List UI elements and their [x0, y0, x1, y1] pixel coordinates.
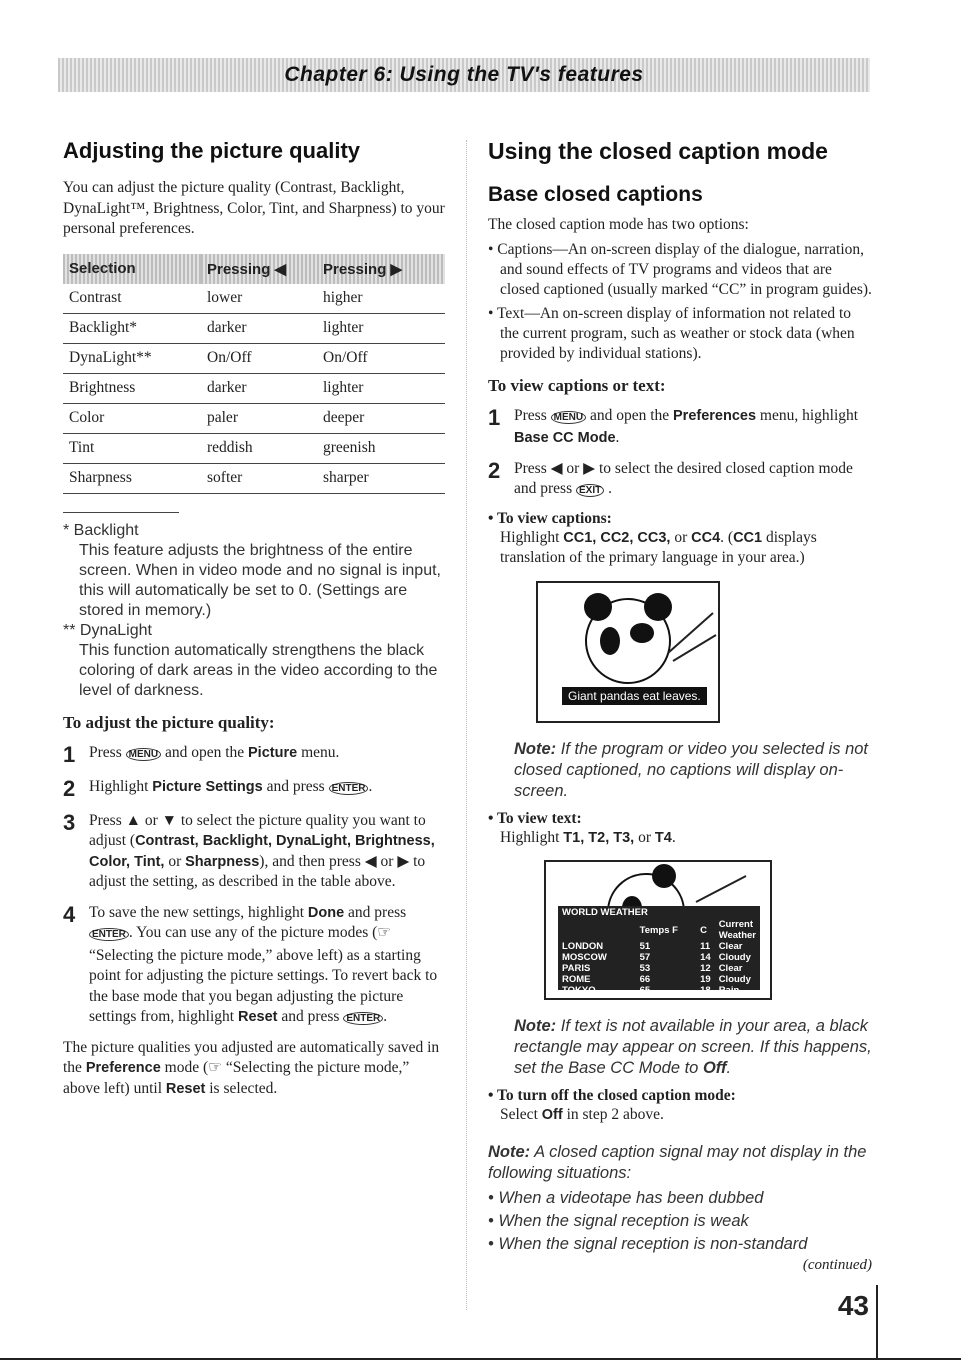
step-3	[63, 811, 445, 893]
menu-name: Picture	[248, 744, 298, 761]
table-cell: Backlight*	[63, 313, 201, 343]
table-cell: C	[700, 924, 707, 936]
step-text: .	[368, 777, 373, 795]
procedure-heading: To view captions or text:	[488, 375, 666, 395]
table-row	[63, 313, 445, 343]
step-text: Press	[514, 406, 547, 424]
done-item: Done	[307, 904, 345, 921]
table-cell: sharper	[317, 463, 445, 493]
table-cell: 57	[639, 952, 651, 963]
table-cell: Tint	[63, 433, 201, 463]
menu-key-icon: MENU	[551, 411, 586, 424]
table-cell: Brightness	[63, 373, 201, 403]
step-number: 3	[63, 809, 76, 835]
caption-text: Giant pandas eat leaves.	[562, 687, 707, 705]
body-text: or	[674, 528, 688, 546]
table-cell: Clear	[718, 941, 743, 952]
step-text: and press	[266, 777, 325, 795]
note-text: If the program or video you selected is not closed captioned, no captions will display on-screen.	[514, 739, 869, 800]
menu-name: Preferences	[673, 407, 757, 424]
intro-paragraph: The closed caption mode has two options:	[488, 216, 749, 233]
table-cell: greenish	[317, 433, 445, 463]
step-number: 2	[63, 775, 76, 801]
step-text: Press ▲ or ▼ to select the picture quality you want to adjust (	[89, 811, 426, 849]
bullet-captions: • Captions—An on-screen display of the dialogue, narration, and sound effects of TV programs and videos that are closed captioned (usually marked “CC” in program guides).	[488, 240, 872, 298]
table-cell: 51	[639, 941, 651, 952]
enter-key-icon: ENTER	[329, 782, 369, 795]
view-text-heading: • To view text:	[488, 809, 582, 827]
note-bullet: • When a videotape has been dubbed	[488, 1188, 764, 1207]
table-cell: lower	[201, 284, 317, 314]
step-text: Press	[89, 743, 122, 761]
table-row	[558, 963, 760, 974]
note-text-unavailable	[514, 1016, 872, 1079]
table-cell: DynaLight**	[63, 343, 201, 373]
table-cell: 66	[639, 974, 651, 985]
step-text: and press	[281, 1008, 340, 1025]
enter-key-icon: ENTER	[343, 1012, 383, 1025]
step-1	[488, 406, 872, 449]
closing-text: mode (☞ “Selecting the picture mode,” above left) until	[63, 1059, 410, 1097]
menu-item: Base CC Mode	[514, 430, 616, 446]
table-cell: LONDON	[562, 941, 604, 952]
table-row	[558, 952, 760, 963]
step-number: 4	[63, 901, 76, 927]
table-row	[558, 941, 760, 952]
exit-key-icon: EXIT	[576, 484, 604, 497]
step-number: 1	[63, 741, 76, 767]
note-no-captions	[514, 739, 872, 802]
footnote-body: This feature adjusts the brightness of the entire screen. When in video mode and no signal is input, this will automatically be set to 0. (Settings are stored in memory.)	[79, 541, 441, 619]
view-captions-text	[488, 528, 872, 569]
turn-off-text	[488, 1105, 872, 1126]
closing-text: is selected.	[209, 1079, 278, 1097]
body-text: Highlight	[500, 828, 560, 846]
right-column	[488, 138, 872, 1274]
picture-quality-table	[63, 254, 445, 494]
table-cell: Contrast	[63, 284, 201, 314]
setting-list: Contrast, Backlight, DynaLight, Brightness, Color, Tint,	[89, 833, 435, 870]
body-text: . (	[720, 528, 734, 546]
cc-list: CC1, CC2, CC3,	[563, 529, 671, 546]
menu-key-icon: MENU	[126, 748, 161, 761]
table-cell: 14	[700, 952, 711, 963]
table-cell: TOKYO	[562, 985, 596, 996]
table-cell: On/Off	[201, 343, 317, 373]
weather-table	[558, 919, 760, 996]
table-cell: 12	[700, 963, 711, 974]
table-cell: Sharpness	[63, 463, 201, 493]
enter-key-icon: ENTER	[89, 928, 129, 941]
table-cell: Rain	[718, 985, 740, 996]
footnote-body: This function automatically strengthens the black coloring of dark areas in the video according to the level of darkness.	[79, 641, 438, 699]
step-text: or	[168, 852, 182, 870]
step-text: and press	[348, 903, 407, 921]
body-text: or	[638, 828, 652, 846]
table-header-row	[63, 254, 445, 284]
footnote-backlight	[63, 521, 445, 621]
table-cell: Color	[63, 403, 201, 433]
step-number: 2	[488, 457, 501, 483]
table-cell: darker	[201, 313, 317, 343]
table-cell: Cloudy	[718, 974, 751, 985]
setting-name: Sharpness	[185, 853, 260, 870]
procedure-heading: To adjust the picture quality:	[63, 712, 275, 732]
text-example-screen	[544, 860, 772, 1000]
table-cell: paler	[201, 403, 317, 433]
view-captions-heading: • To view captions:	[488, 509, 612, 527]
table-cell: reddish	[201, 433, 317, 463]
t4-item: T4	[654, 829, 672, 846]
table-cell: 53	[639, 963, 651, 974]
footnote-title: ** DynaLight	[63, 621, 152, 639]
table-cell	[558, 919, 636, 941]
note-label: Note:	[488, 1142, 531, 1161]
table-row	[558, 985, 760, 996]
table-cell: lighter	[317, 313, 445, 343]
chapter-title: Chapter 6: Using the TV's features	[284, 63, 644, 86]
body-text: .	[671, 828, 676, 846]
table-cell: Clear	[718, 963, 743, 974]
step-number: 1	[488, 404, 501, 430]
step-text: menu.	[301, 743, 340, 761]
step-text: . You can use any of the picture modes (☞ “Selecting the picture mode,” above left) as a starting point for adjusting the picture settings. To revert back to the base mode that you began adjusting the picture settings from, highlight	[89, 924, 438, 1025]
table-cell: 19	[700, 974, 711, 985]
closing-text: The picture qualities you adjusted are automatically saved in the	[63, 1038, 440, 1076]
step-text: menu, highlight	[759, 406, 859, 424]
view-text-text	[488, 828, 872, 849]
t-list: T1, T2, T3,	[563, 829, 635, 846]
table-cell: MOSCOW	[562, 952, 607, 963]
column-divider	[466, 140, 467, 1310]
body-text: Highlight	[500, 528, 560, 546]
step-text: Press ◀ or ▶ to select the desired closed caption mode and press	[514, 459, 853, 497]
caption-example-screen	[536, 581, 720, 723]
note-text: A closed caption signal may not display in the following situations:	[488, 1142, 867, 1182]
weather-panel	[558, 906, 760, 996]
header-pressing-right: Pressing ▶	[317, 254, 445, 284]
note-text: If text is not available in your area, a black rectangle may appear on screen. If this happens, set the Base CC Mode to	[514, 1017, 872, 1077]
closing-paragraph	[63, 1038, 445, 1100]
step-2	[63, 777, 445, 801]
table-row	[63, 373, 445, 403]
body-text: Select	[500, 1106, 538, 1123]
table-cell: On/Off	[317, 343, 445, 373]
note-label: Note:	[514, 739, 557, 758]
body-text: displays translation of the primary language in your area.)	[500, 528, 817, 566]
menu-item: Picture Settings	[152, 778, 263, 795]
table-row	[63, 433, 445, 463]
table-cell: 65	[639, 985, 651, 996]
step-text: Highlight	[89, 777, 149, 795]
section-subtitle: Base closed captions	[488, 183, 703, 206]
step-text: .	[383, 1008, 388, 1025]
table-cell: lighter	[317, 373, 445, 403]
body-text: in step 2 above.	[566, 1106, 664, 1123]
off-item: Off	[541, 1107, 563, 1123]
step-4	[63, 903, 445, 1030]
reset-item: Reset	[237, 1009, 278, 1025]
note-text: .	[726, 1059, 732, 1077]
section-title: Adjusting the picture quality	[63, 138, 361, 163]
weather-title: WORLD WEATHER	[562, 907, 648, 918]
header-selection: Selection	[63, 254, 201, 284]
page-rule	[876, 1285, 878, 1360]
table-row	[63, 284, 445, 314]
cc1-item: CC1	[733, 529, 763, 546]
reset-item: Reset	[165, 1080, 206, 1097]
table-cell: 11	[700, 941, 711, 952]
table-cell: Cloudy	[718, 952, 751, 963]
chapter-banner	[58, 58, 870, 92]
left-column	[63, 138, 445, 1099]
table-cell: Current Weather	[718, 919, 756, 941]
table-cell: Temps F	[639, 924, 678, 936]
footnote-title: * Backlight	[63, 521, 139, 539]
note-label: Note:	[514, 1017, 557, 1035]
off-setting: Off	[702, 1059, 727, 1077]
table-cell: ROME	[562, 974, 591, 985]
header-pressing-left: Pressing ◀	[201, 254, 317, 284]
step-1	[63, 743, 445, 767]
step-text: .	[615, 429, 620, 446]
section-title: Using the closed caption mode	[488, 138, 828, 164]
step-text: and open the	[589, 406, 670, 424]
bullet-text: • Text—An on-screen display of information not related to the current program, such as weather or stock data (when provided by individual stations).	[488, 304, 855, 362]
step-text: ), and then press ◀ or ▶ to adjust the setting, as described in the table above.	[89, 852, 426, 890]
table-row	[63, 463, 445, 493]
table-row	[558, 974, 760, 985]
note-bullet: • When the signal reception is weak	[488, 1211, 749, 1230]
intro-paragraph: You can adjust the picture quality (Contrast, Backlight, DynaLight™, Brightness, Color, Tint, and Sharpness) to your personal preferences.	[63, 179, 445, 237]
table-cell: deeper	[317, 403, 445, 433]
note-signal	[488, 1142, 872, 1184]
table-cell: higher	[317, 284, 445, 314]
continued-label: (continued)	[802, 1256, 872, 1273]
step-text: and open the	[164, 743, 245, 761]
step-2	[488, 459, 872, 502]
footnote-rule	[63, 512, 179, 513]
page-number: 43	[837, 1290, 869, 1321]
table-cell: softer	[201, 463, 317, 493]
table-row	[63, 403, 445, 433]
table-row	[558, 919, 760, 941]
step-text: To save the new settings, highlight	[89, 903, 305, 921]
cc4-item: CC4	[691, 529, 721, 546]
preference-mode: Preference	[85, 1060, 161, 1076]
step-text: .	[608, 480, 612, 497]
table-cell: PARIS	[562, 963, 591, 974]
table-row	[63, 343, 445, 373]
table-cell: darker	[201, 373, 317, 403]
note-bullet: • When the signal reception is non-standard	[488, 1234, 808, 1253]
turn-off-heading: • To turn off the closed caption mode:	[488, 1087, 736, 1104]
footnote-dynalight	[63, 621, 445, 701]
table-cell: 18	[700, 985, 711, 996]
